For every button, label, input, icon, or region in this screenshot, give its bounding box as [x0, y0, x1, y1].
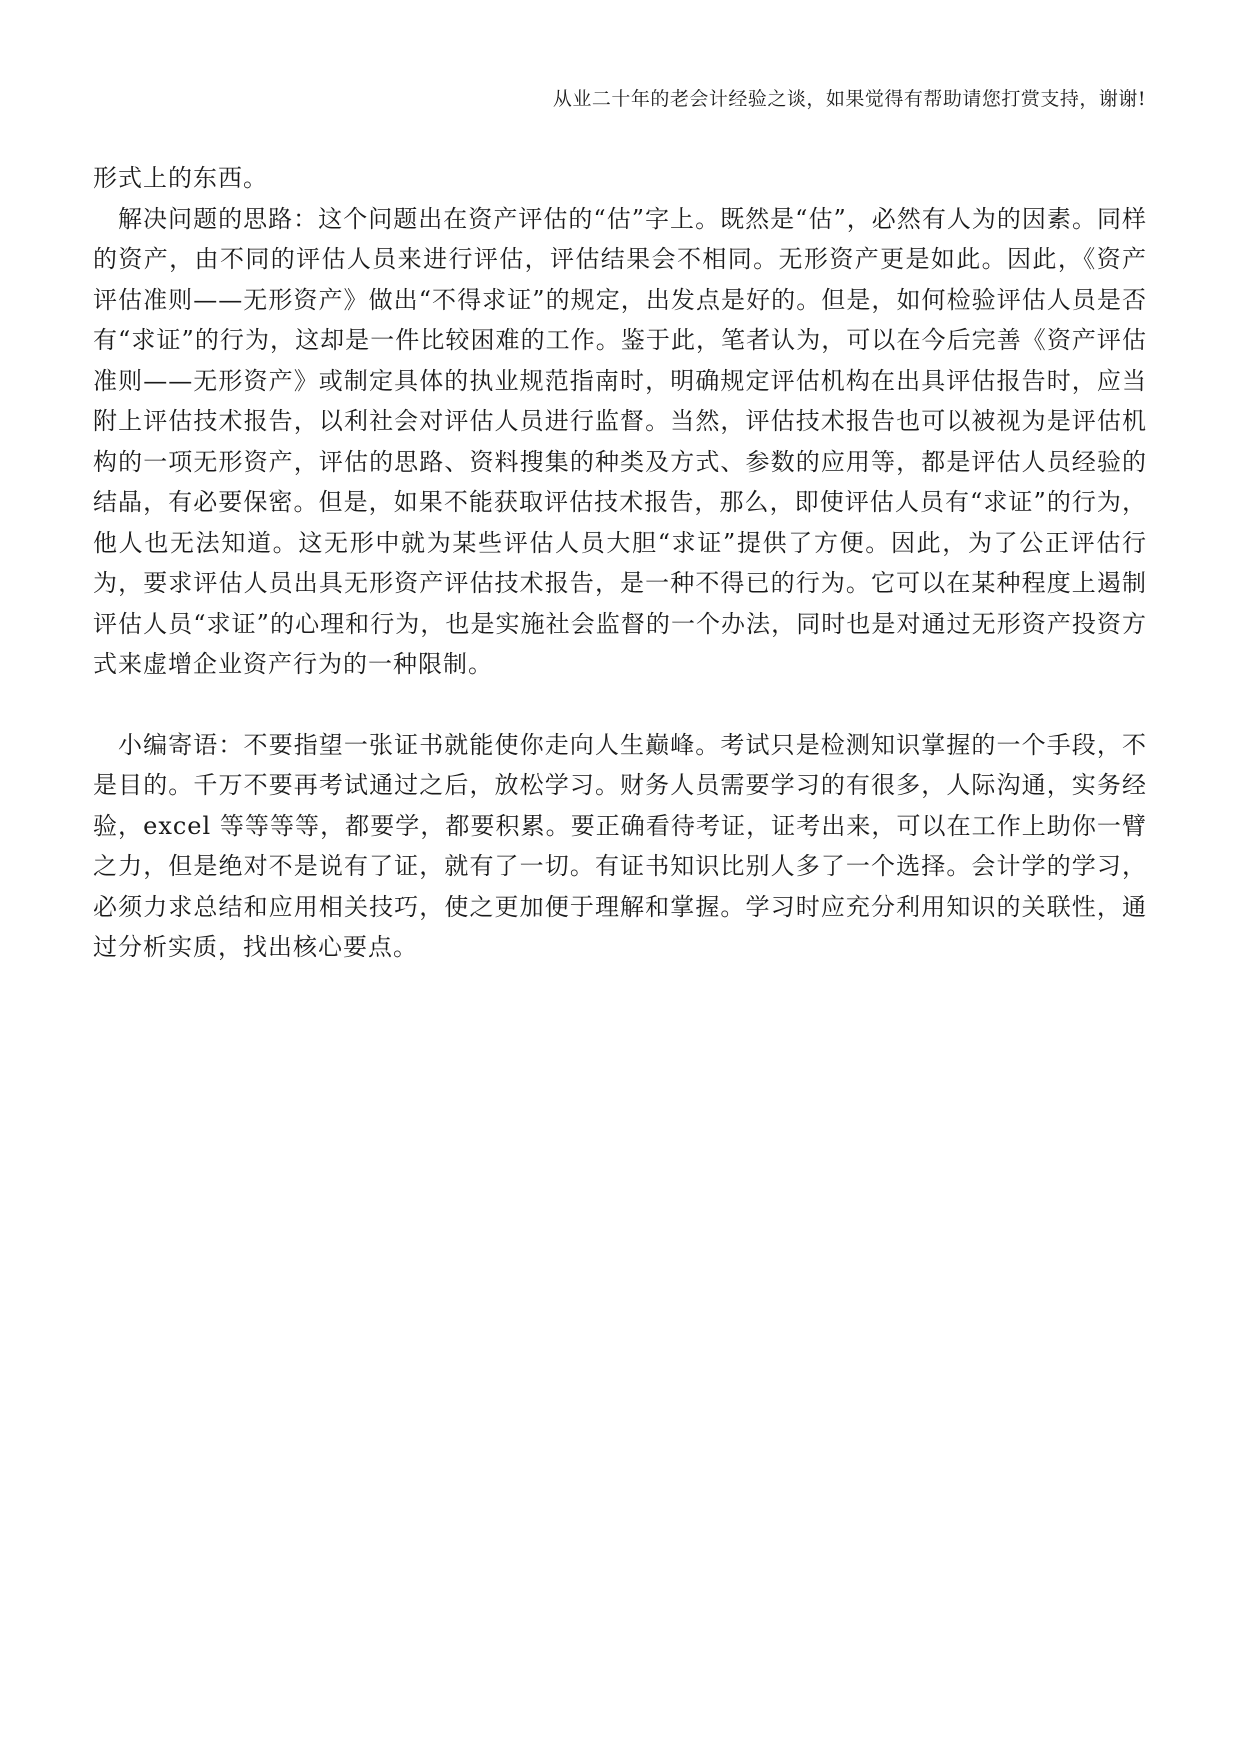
paragraph-spacer	[93, 685, 1147, 725]
page-header: 从业二十年的老会计经验之谈，如果觉得有帮助请您打赏支持，谢谢!	[552, 88, 1146, 110]
editor-note-paragraph: 小编寄语：不要指望一张证书就能使你走向人生巅峰。考试只是检测知识掌握的一个手段，不是目的。千万不要再考试通过之后，放松学习。财务人员需要学习的有很多，人际沟通，实务经验，excel 等等等等，都要学，都要积累。要正确看待考证，证考出来，可以在工作上助你一臂之力，但是绝对不是说有了证，就有了一切。有证书知识比别人多了一个选择。会计学的学习，必须力求总结和应用相关技巧，使之更加便于理解和掌握。学习时应充分利用知识的关联性，通过分析实质，找出核心要点。	[93, 730, 1147, 961]
continuation-paragraph: 形式上的东西。	[93, 164, 268, 192]
article-body	[93, 158, 1147, 968]
solution-paragraph: 解决问题的思路：这个问题出在资产评估的“估”字上。既然是“估”，必然有人为的因素。同样的资产，由不同的评估人员来进行评估，评估结果会不相同。无形资产更是如此。因此，《资产评估准则——无形资产》做出“不得求证”的规定，出发点是好的。但是，如何检验评估人员是否有“求证”的行为，这却是一件比较困难的工作。鉴于此，笔者认为，可以在今后完善《资产评估准则——无形资产》或制定具体的执业规范指南时，明确规定评估机构在出具评估报告时，应当附上评估技术报告，以利社会对评估人员进行监督。当然，评估技术报告也可以被视为是评估机构的一项无形资产，评估的思路、资料搜集的种类及方式、参数的应用等，都是评估人员经验的结晶，有必要保密。但是，如果不能获取评估技术报告，那么，即使评估人员有“求证”的行为，他人也无法知道。这无形中就为某些评估人员大胆“求证”提供了方便。因此，为了公正评估行为，要求评估人员出具无形资产评估技术报告，是一种不得已的行为。它可以在某种程度上遏制评估人员“求证”的心理和行为，也是实施社会监督的一个办法，同时也是对通过无形资产投资方式来虚增企业资产行为的一种限制。	[93, 204, 1147, 678]
